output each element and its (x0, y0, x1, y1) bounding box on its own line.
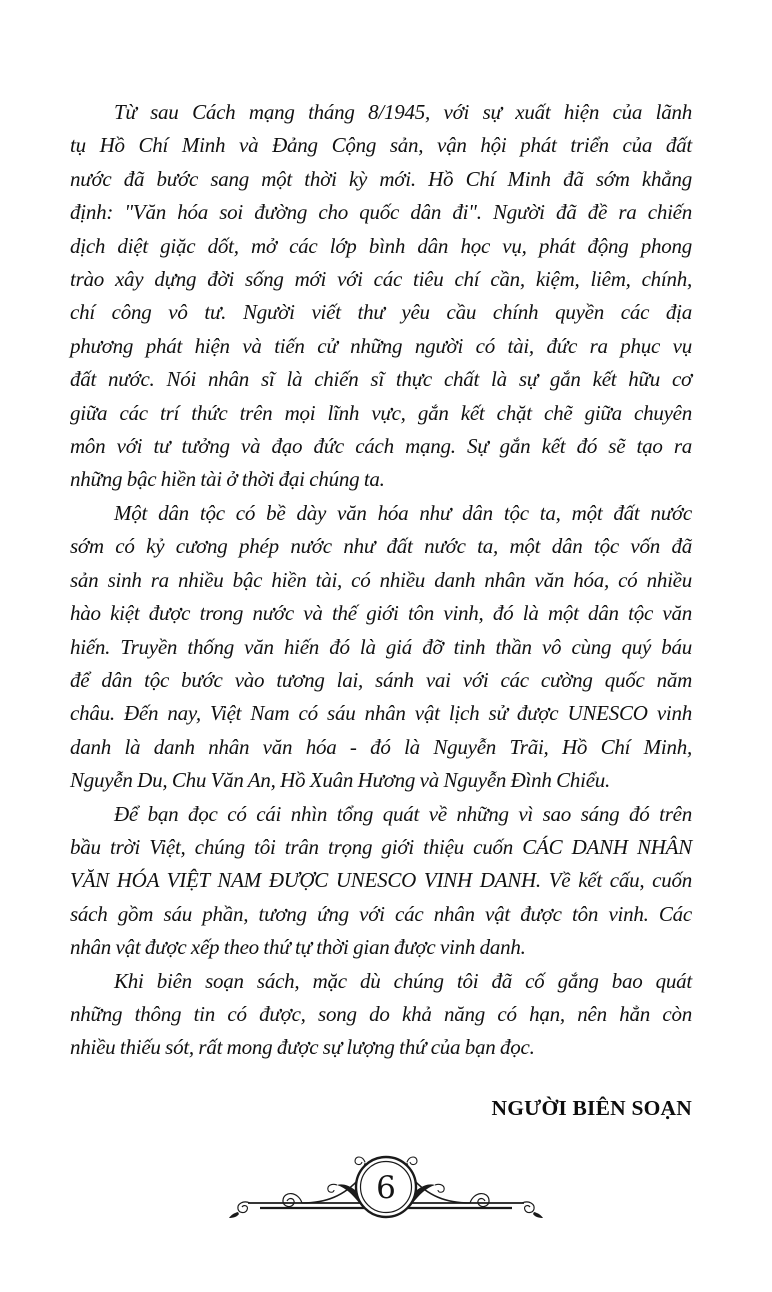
editor-signature: NGƯỜI BIÊN SOẠN (491, 1096, 692, 1120)
text-line: để dân tộc bước vào tương lai, sánh vai với các cường quốc năm (70, 667, 692, 692)
text-line: nước đã bước sang một thời kỳ mới. Hồ Chí Minh đã sớm khẳng (70, 166, 692, 191)
text-line: giữa các trí thức trên mọi lĩnh vực, gắn kết chặt chẽ giữa chuyên (70, 400, 692, 425)
text-line: sản sinh ra nhiều bậc hiền tài, có nhiều danh nhân văn hóa, có nhiều (70, 567, 692, 592)
body-text (70, 96, 692, 1065)
text-line: Từ sau Cách mạng tháng 8/1945, với sự xuất hiện của lãnh (114, 100, 692, 124)
text-line: môn với tư tưởng và đạo đức cách mạng. Sự gắn kết đó sẽ tạo ra (70, 434, 692, 459)
text-line: nhiều thiếu sót, rất mong được sự lượng thứ của bạn đọc. (70, 1035, 535, 1060)
text-line: định: "Văn hóa soi đường cho quốc dân đi". Người đã đề ra chiến (70, 200, 692, 225)
text-line: châu. Đến nay, Việt Nam có sáu nhân vật lịch sử được UNESCO vinh (70, 701, 692, 726)
text-line: sách gồm sáu phần, tương ứng với các nhân vật được tôn vinh. Các (70, 901, 692, 926)
text-line: Để bạn đọc có cái nhìn tổng quát về những vì sao sáng đó trên (114, 801, 692, 826)
text-line: chí công vô tư. Người viết thư yêu cầu chính quyền các địa (70, 300, 692, 325)
page-footer-ornament (226, 1146, 546, 1246)
text-line: Nguyễn Du, Chu Văn An, Hồ Xuân Hương và Nguyễn Đình Chiểu. (70, 768, 611, 793)
text-line: Khi biên soạn sách, mặc dù chúng tôi đã cố gắng bao quát (114, 968, 692, 993)
text-line: dịch diệt giặc dốt, mở các lớp bình dân học vụ, phát động phong (70, 233, 692, 258)
text-line: phương phát hiện và tiến cử những người có tài, đức ra phục vụ (70, 333, 692, 358)
text-line: bầu trời Việt, chúng tôi trân trọng giới thiệu cuốn CÁC DANH NHÂN (70, 834, 692, 859)
text-line: đất nước. Nói nhân sĩ là chiến sĩ thực chất là sự gắn kết hữu cơ (70, 367, 692, 392)
text-line: Một dân tộc có bề dày văn hóa như dân tộc ta, một đất nước (114, 500, 692, 525)
text-line: trào xây dựng đời sống mới với các tiêu chí cần, kiệm, liêm, chính, (70, 267, 692, 292)
text-line: hiến. Truyền thống văn hiến đó là giá đỡ tinh thần vô cùng quý báu (70, 634, 692, 659)
text-line: những bậc hiền tài ở thời đại chúng ta. (70, 467, 385, 492)
text-line: nhân vật được xếp theo thứ tự thời gian được vinh danh. (70, 935, 526, 960)
page-number: 6 (376, 1170, 396, 1206)
text-line: sớm có kỷ cương phép nước như đất nước ta, một dân tộc vốn đã (70, 534, 692, 559)
text-line: hào kiệt được trong nước và thế giới tôn vinh, đó là một dân tộc văn (70, 601, 692, 626)
text-line: VĂN HÓA VIỆT NAM ĐƯỢC UNESCO VINH DANH. Về kết cấu, cuốn (70, 868, 692, 893)
text-line: danh là danh nhân văn hóa - đó là Nguyễn Trãi, Hồ Chí Minh, (70, 734, 692, 759)
text-line: tụ Hồ Chí Minh và Đảng Cộng sản, vận hội phát triển của đất (70, 133, 692, 158)
text-line: những thông tin có được, song do khả năng có hạn, nên hẳn còn (70, 1001, 692, 1026)
